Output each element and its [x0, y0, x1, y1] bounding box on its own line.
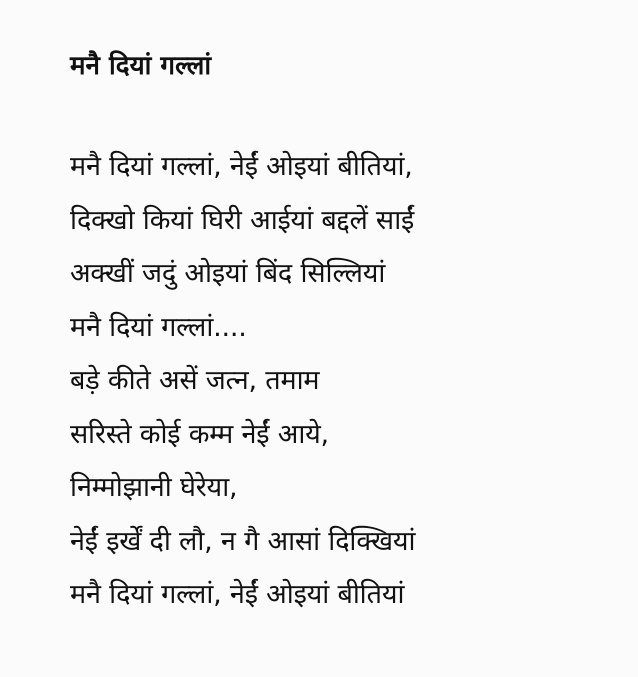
- poem-line: सरिस्ते कोई कम्म नेईं आये,: [70, 418, 329, 450]
- poem-line: नेईं इर्खें दी लौ, न गै आसां दिक्खियां: [70, 525, 416, 557]
- poem-line: निम्मोझानी घेरेया,: [70, 472, 238, 503]
- poem-line: मनै दियां गल्लां, नेईं ओइयां बीतियां,: [70, 151, 413, 182]
- poem-line: बड़े कीते असें जत्न, तमाम: [70, 365, 320, 396]
- poem-line: मनै दियां गल्लां, नेईं ओइयां बीतियां: [70, 579, 405, 610]
- poem-line: दिक्खो कियां घिरी आईयां बद्दलें साईं: [70, 204, 415, 236]
- poem-line: अक्खीं जदुं ओइयां बिंद सिल्लियां: [70, 258, 386, 289]
- poem-line: मनै दियां गल्लां....: [70, 311, 247, 343]
- poem-title: मनै दियां गल्लां: [70, 51, 212, 81]
- poem-body: [70, 140, 415, 622]
